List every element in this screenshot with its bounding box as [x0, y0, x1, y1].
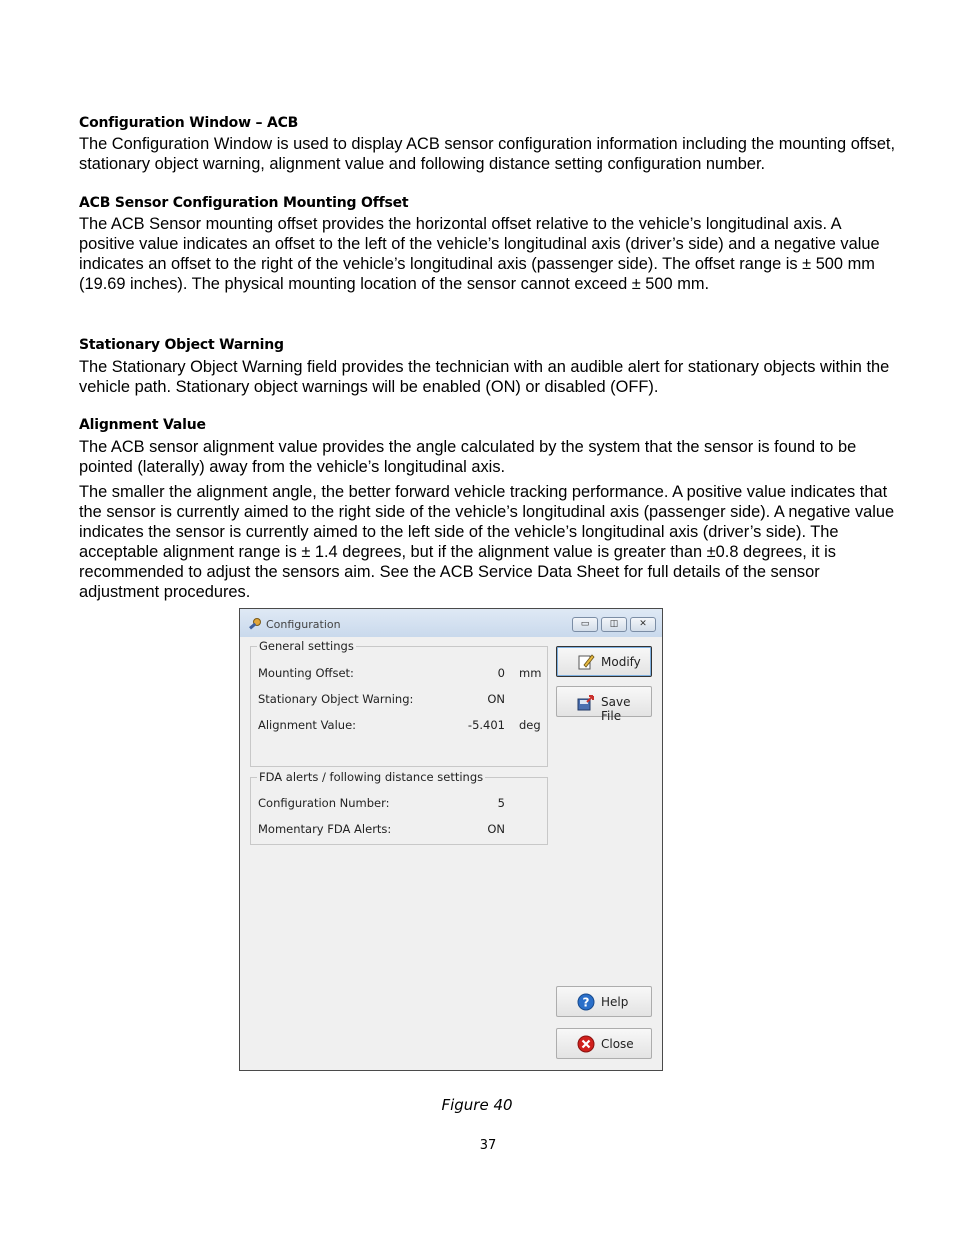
wrench-gear-icon	[248, 617, 262, 631]
dialog-title: Configuration	[266, 618, 341, 631]
close-icon	[577, 1035, 595, 1053]
alignment-value-value: -5.401	[467, 718, 505, 732]
general-settings-group	[250, 639, 548, 767]
close-button-label: Close	[601, 1037, 634, 1051]
dialog-titlebar	[240, 609, 662, 637]
section-paragraph: The Stationary Object Warning field provides the technician with an audible alert for stationary objects within the vehicle path. Stationary object warnings will be enabled (ON) or disabled (OFF).	[79, 358, 890, 396]
group-legend: General settings	[259, 639, 354, 653]
maximize-button[interactable]: ◫	[601, 617, 627, 632]
mounting-offset-label: Mounting Offset:	[258, 666, 354, 680]
stationary-object-warning-label: Stationary Object Warning:	[258, 692, 414, 706]
svg-text:?: ?	[582, 995, 590, 1010]
section-heading-mounting-offset: ACB Sensor Configuration Mounting Offset	[79, 195, 409, 211]
help-icon	[577, 993, 595, 1011]
minimize-button[interactable]: ▭	[572, 617, 598, 632]
alignment-value-unit: deg	[519, 718, 541, 732]
window-close-button[interactable]: ✕	[630, 617, 656, 632]
figure-caption: Figure 40	[441, 1096, 513, 1114]
close-button[interactable]	[556, 1028, 652, 1059]
save-file-button[interactable]	[556, 686, 652, 723]
section-heading-stationary-object: Stationary Object Warning	[79, 337, 284, 353]
section-paragraph: The ACB sensor alignment value provides the angle calculated by the system that the sensor is found to be pointed (laterally) away from the vehicle’s longitudinal axis.	[79, 438, 857, 476]
momentary-fda-alerts-value: ON	[487, 822, 505, 836]
modify-button[interactable]	[556, 646, 652, 677]
help-button[interactable]	[556, 986, 652, 1017]
mounting-offset-unit: mm	[519, 666, 542, 680]
section-paragraph: The Configuration Window is used to display ACB sensor configuration information including the mounting offset, stationary object warning, alignment value and following distance setting configuration number.	[79, 135, 896, 173]
help-button-label: Help	[601, 995, 629, 1009]
momentary-fda-alerts-label: Momentary FDA Alerts:	[258, 822, 392, 836]
edit-icon	[577, 653, 595, 671]
section-paragraph: The ACB Sensor mounting offset provides the horizontal offset relative to the vehicle’s longitudinal axis. A positive value indicates an offset to the left of the vehicle’s longitudinal axis (driver’s side) and a negative value indicates an offset to the right of the vehicle’s longitudinal axis (passenger side). The offset range is ± 500 mm (19.69 inches). The physical mounting location of the sensor cannot exceed ± 500 mm.	[79, 215, 880, 293]
configuration-number-label: Configuration Number:	[258, 796, 390, 810]
configuration-dialog	[239, 608, 663, 1071]
section-heading-alignment-value: Alignment Value	[79, 417, 206, 433]
configuration-number-value: 5	[497, 796, 505, 810]
section-heading-configuration-window: Configuration Window – ACB	[79, 115, 299, 131]
save-icon	[577, 693, 595, 711]
stationary-object-warning-value: ON	[487, 692, 505, 706]
section-paragraph: The smaller the alignment angle, the better forward vehicle tracking performance. A positive value indicates that the sensor is currently aimed to the right side of the vehicle’s longitudinal axis (passenger side). A negative value indicates the sensor is currently aimed to the left side of the vehicle’s longitudinal axis (driver’s side). The acceptable alignment range is ± 1.4 degrees, but if the alignment value is greater than ±0.8 degrees, it is recommended to adjust the sensors aim. See the ACB Service Data Sheet for full details of the sensor adjustment procedures.	[79, 483, 895, 601]
mounting-offset-value: 0	[497, 666, 505, 680]
save-file-button-label: Save File	[601, 695, 631, 723]
page-number: 37	[479, 1138, 497, 1153]
alignment-value-label: Alignment Value:	[258, 718, 357, 732]
fda-settings-group	[250, 770, 548, 845]
group-legend: FDA alerts / following distance settings	[259, 770, 484, 784]
modify-button-label: Modify	[601, 655, 641, 669]
